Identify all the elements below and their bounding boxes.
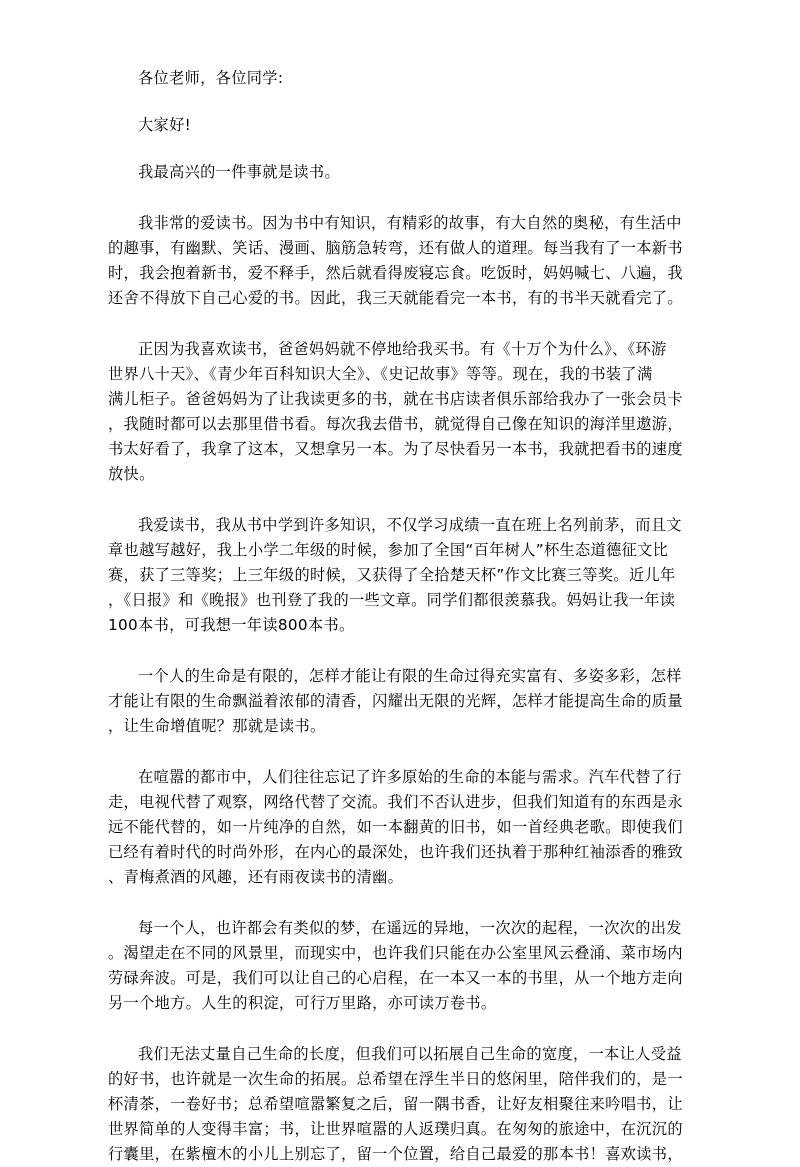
paragraph xyxy=(108,916,698,1016)
paragraph xyxy=(108,211,698,311)
paragraph-line: 的好书，也许就是一次生命的拓展。总希望在浮生半日的悠闲里，陪伴我们的，是一 xyxy=(108,1070,683,1088)
paragraph xyxy=(108,765,698,890)
paragraph-line: 已经有着时代的时尚外形，在内心的最深处，也许我们还执着于那种红袖添香的雅致 xyxy=(108,843,683,861)
paragraph-line: 世界八十天》、《青少年百科知识大全》、《史记故事》等等。现在，我的书装了满 xyxy=(108,365,653,383)
paragraph-line: 每一个人，也许都会有类似的梦，在遥远的异地，一次次的起程，一次次的出发 xyxy=(138,919,682,937)
paragraph-line: 时，我会抱着新书，爱不释手，然后就看得废寝忘食。吃饭时，妈妈喊七、八遍，我 xyxy=(108,264,683,282)
paragraph-line: 走，电视代替了观察，网络代替了交流。我们不否认进步，但我们知道有的东西是永 xyxy=(108,793,683,811)
paragraph-line: 我们无法丈量自己生命的长度，但我们可以拓展自己生命的宽度，一本让人受益 xyxy=(138,1045,682,1063)
spacer xyxy=(108,739,698,765)
paragraph-line: 正因为我喜欢读书，爸爸妈妈就不停地给我买书。有《十万个为什么》、《环游 xyxy=(138,340,667,358)
spacer xyxy=(108,91,698,113)
paragraph-line: 才能让有限的生命飘溢着浓郁的清香，闪耀出无限的光辉，怎样才能提高生命的质量 xyxy=(108,692,683,710)
paragraph-line: 我非常的爱读书。因为书中有知识，有精彩的故事，有大自然的奥秘，有生活中 xyxy=(138,214,682,232)
paragraph-line: 。渴望走在不同的风景里，而现实中，也许我们只能在办公室里风云叠涌、菜市场内 xyxy=(108,944,683,962)
intro-line: 我最高兴的一件事就是读书。 xyxy=(138,163,340,181)
paragraph-line: 满儿柜子。爸爸妈妈为了让我读更多的书，就在书店读者俱乐部给我办了一张会员卡 xyxy=(108,390,683,408)
paragraph-line: 杯清茶，一卷好书；总希望喧嚣繁复之后，留一隅书香，让好友相聚往来吟唱书，让 xyxy=(108,1095,683,1113)
spacer xyxy=(108,185,698,211)
paragraph-line: ，《日报》和《晚报》也刊登了我的一些文章。同学们都很羡慕我。妈妈让我一年读 xyxy=(108,591,676,609)
spacer xyxy=(108,1016,698,1042)
spacer xyxy=(108,487,698,513)
greeting-line: 各位老师，各位同学: xyxy=(138,69,284,87)
paragraph-line: ，我随时都可以去那里借书看。每次我去借书，就觉得自己像在知识的海洋里遨游， xyxy=(108,415,683,433)
paragraph-line: ，让生命增值呢？那就是读书。 xyxy=(108,717,326,735)
paragraph-line: 劳碌奔波。可是，我们可以让自己的心启程，在一本又一本的书里，从一个地方走向 xyxy=(108,969,683,987)
paragraph-line: 在喧嚣的都市中，人们往往忘记了许多原始的生命的本能与需求。汽车代替了行 xyxy=(138,768,682,786)
paragraph-line: 一个人的生命是有限的，怎样才能让有限的生命过得充实富有、多姿多彩，怎样 xyxy=(138,667,682,685)
paragraph-line: 的趣事，有幽默、笑话、漫画、脑筋急转弯，还有做人的道理。每当我有了一本新书 xyxy=(108,239,683,257)
paragraph-line: 赛，获了三等奖；上三年级的时候，又获得了全拾楚天杯”作文比赛三等奖。近儿年 xyxy=(108,566,676,584)
paragraph-line: 100本书，可我想一年读800本书。 xyxy=(108,616,355,634)
paragraph-line: 还舍不得放下自己心爱的书。因此，我三天就能看完一本书，有的书半天就看完了。 xyxy=(108,289,683,307)
paragraph-line: 另一个地方。人生的积淀，可行万里路，亦可读万卷书。 xyxy=(108,994,497,1012)
paragraph-line: 远不能代替的，如一片纯净的自然，如一本翻黄的旧书，如一首经典老歌。即使我们 xyxy=(108,818,683,836)
spacer xyxy=(108,138,698,160)
document-body xyxy=(108,66,698,1167)
spacer xyxy=(108,638,698,664)
paragraph xyxy=(108,337,698,487)
paragraph-line: 书太好看了，我拿了这本，又想拿另一本。为了尽快看另一本书，我就把看书的速度 xyxy=(108,440,683,458)
paragraph xyxy=(108,664,698,739)
paragraph-line: 放快。 xyxy=(108,465,155,483)
paragraph xyxy=(108,1042,698,1167)
paragraph-line: 我爱读书，我从书中学到许多知识，不仅学习成绩一直在班上名列前茅，而且文 xyxy=(138,516,682,534)
spacer xyxy=(108,311,698,337)
paragraph-line: 章也越写越好，我上小学二年级的时候，参加了全国“百年树人”杯生态道德征文比 xyxy=(108,541,669,559)
paragraph xyxy=(108,513,698,638)
paragraph-line: 、青梅煮酒的风趣，还有雨夜读书的清幽。 xyxy=(108,868,404,886)
paragraph-list xyxy=(108,211,698,1167)
spacer xyxy=(108,890,698,916)
paragraph-line: 行囊里，在紫檀木的小儿上别忘了，留一个位置，给自己最爱的那本书！喜欢读书， xyxy=(108,1145,683,1163)
hello-line: 大家好! xyxy=(138,116,192,134)
paragraph-line: 世界简单的人变得丰富；书，让世界喧嚣的人返璞归真。在匆匆的旅途中，在沉沉的 xyxy=(108,1120,683,1138)
